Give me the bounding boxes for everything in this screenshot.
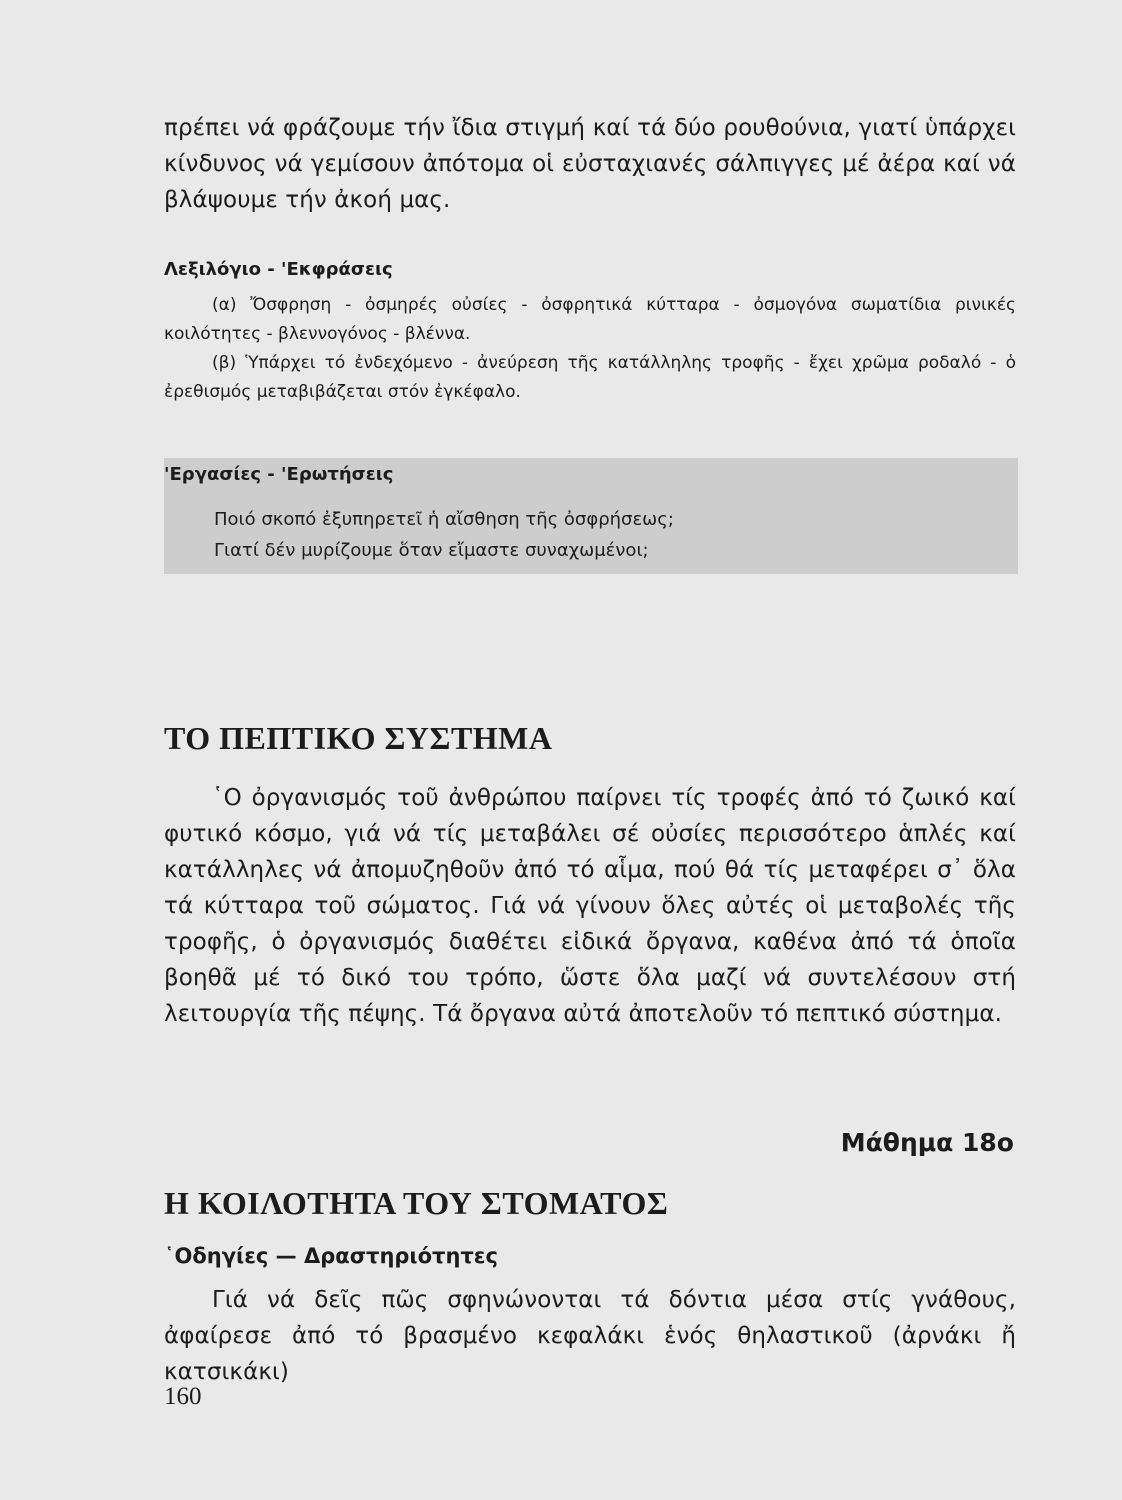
vocabulary-item-a: (α) Ὄσφρηση - ὀσμηρές οὐσίες - ὀσφρητικά κύτταρα - ὀσμογόνα σωματίδια ρινικές κοιλότητες - βλεννογόνος - βλέννα. — [164, 295, 1016, 344]
tasks-list — [214, 504, 674, 566]
tasks-title: 'Εργασίες - 'Ερωτήσεις — [164, 464, 394, 485]
section-paragraph: ῾Ο ὀργανισμός τοῦ ἀνθρώπου παίρνει τίς τροφές ἀπό τό ζωικό καί φυτικό κόσμο, γιά νά τίς μεταβάλει σέ οὐσίες περισσότερο ἁπλές καί κατάλληλες νά ἀπομυζηθοῦν ἀπό τό αἷμα, πού θά τίς μεταφέρει σ᾽ ὅλα τά κύτταρα τοῦ σώματος. Γιά νά γίνουν ὅλες αὐτές οἱ μεταβολές τῆς τροφῆς, ὁ ὀργανισμός διαθέτει εἰδικά ὄργανα, καθένα ἀπό τά ὁποῖα βοηθᾶ μέ τό δικό του τρόπο, ὥστε ὅλα μαζί νά συντελέσουν στή λειτουργία τῆς πέψης. Τά ὄργανα αὐτά ἀποτελοῦν τό πεπτικό σύστημα. — [164, 785, 1016, 1027]
task-question: Ποιό σκοπό ἐξυπηρετεῖ ἡ αἴσθηση τῆς ὀσφρήσεως; — [214, 509, 674, 530]
task-question: Γιατί δέν μυρίζουμε ὅταν εἴμαστε συναχωμένοι; — [214, 540, 649, 561]
section-title: ΤΟ ΠΕΠΤΙΚΟ ΣΥΣΤΗΜΑ — [164, 720, 553, 756]
intro-paragraph: πρέπει νά φράζουμε τήν ἴδια στιγμή καί τά δύο ρουθούνια, γιατί ὑπάρχει κίνδυνος νά γεμίσουν ἀπότομα οἱ εὐσταχιανές σάλπιγγες μέ ἀέρα καί νά βλάψουμε τήν ἀκοή μας. — [164, 115, 1016, 213]
vocabulary-title: Λεξιλόγιο - 'Εκφράσεις — [164, 259, 393, 280]
subsection-paragraph: Γιά νά δεῖς πῶς σφηνώνονται τά δόντια μέσα στίς γνάθους, ἀφαίρεσε ἀπό τό βρασμένο κεφαλάκι ἑνός θηλαστικοῦ (ἀρνάκι ἤ κατσικάκι) — [164, 1287, 1016, 1385]
lesson-label: Μάθημα 18ο — [840, 1128, 1014, 1157]
subsection-title: Η ΚΟΙΛΟΤΗΤΑ ΤΟΥ ΣΤΟΜΑΤΟΣ — [164, 1185, 669, 1221]
page-number: 160 — [164, 1383, 202, 1410]
vocabulary-item-b: (β) Ὑπάρχει τό ἐνδεχόμενο - ἀνεύρεση τῆς κατάλληλης τροφῆς - ἔχει χρῶμα ροδαλό - ὁ ἐρεθισμός μεταβιβάζεται στόν ἐγκέφαλο. — [164, 353, 1016, 402]
vocabulary-list — [164, 291, 1016, 407]
instructions-title: ῾Οδηγίες — Δραστηριότητες — [164, 1244, 498, 1268]
